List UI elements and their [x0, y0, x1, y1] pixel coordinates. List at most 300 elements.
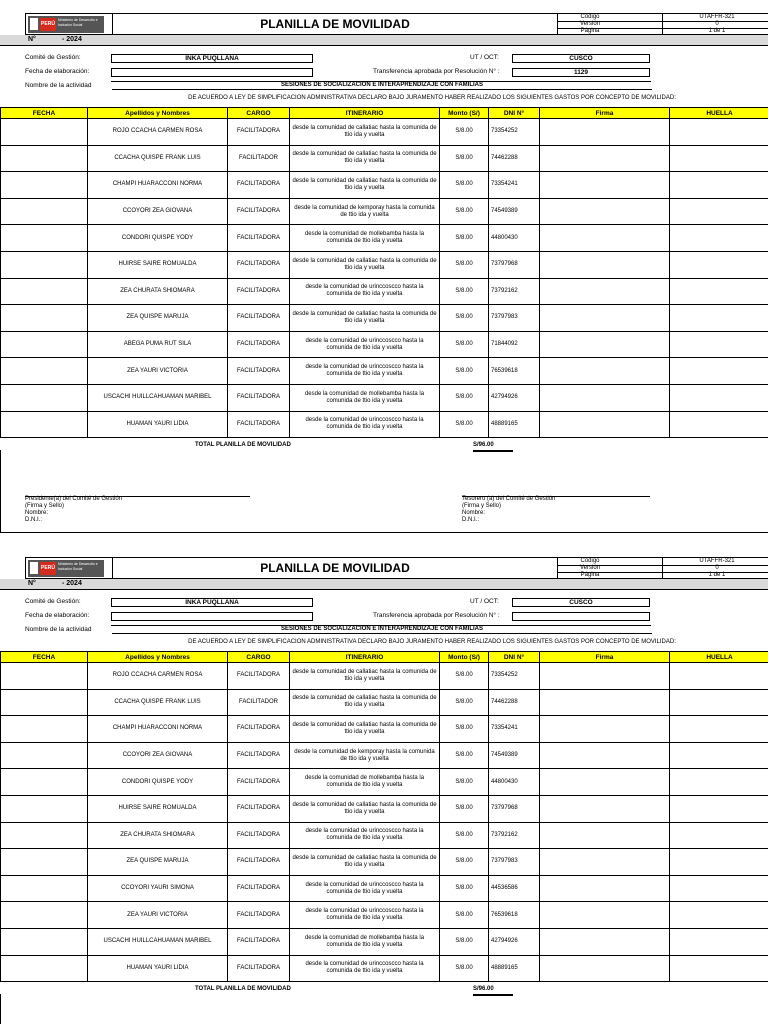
resolucion-field[interactable]	[512, 612, 650, 621]
col-firma: Firma	[540, 652, 670, 663]
nombre-cell: USCACHI HUILLCAHUAMAN MARIBEL	[88, 384, 228, 411]
col-fecha: FECHA	[1, 108, 88, 119]
fecha-cell	[1, 955, 88, 982]
tesorero-label: Tesorero (a) del Comité de Gestión	[462, 496, 556, 502]
nombre-cell: CHAMPI HUARACCONI NORMA	[88, 716, 228, 743]
dni-cell: 71844092	[489, 331, 540, 358]
sesiones-text: SESIONES DE SOCIALIZACION E INTERAPRENDIZAJE CON FAMILIAS	[112, 625, 652, 634]
page-title: PLANILLA DE MOVILIDAD	[260, 561, 410, 575]
huella-cell	[670, 305, 768, 332]
cargo-cell: FACILITADORA	[228, 198, 290, 225]
firma-cell	[540, 689, 670, 716]
midis-logo	[28, 16, 104, 33]
itinerario-cell: desde la comunidad de callatiac hasta la comunida de ttio ida y vuelta	[290, 251, 440, 278]
table-row	[1, 795, 768, 822]
nombre-cell: CCOYORI YAURI SIMONA	[88, 875, 228, 902]
dni-cell: 73792162	[489, 278, 540, 305]
table-row	[1, 822, 768, 849]
monto-cell: S/8.00	[440, 928, 489, 955]
cargo-cell: FACILITADORA	[228, 663, 290, 690]
itinerario-cell: desde la comunidad de urinccoscco hasta la comunida de ttio ida y vuelta	[290, 902, 440, 929]
nombre-cell: CHAMPI HUARACCONI NORMA	[88, 172, 228, 199]
firma-cell	[540, 119, 670, 146]
firma-cell	[540, 928, 670, 955]
version-value: 0	[662, 21, 768, 28]
table-row	[1, 955, 768, 982]
monto-cell: S/8.00	[440, 742, 489, 769]
presidente-dni: D.N.I.:	[25, 517, 43, 523]
number-label: N°	[28, 580, 36, 587]
cargo-cell: FACILITADORA	[228, 902, 290, 929]
firma-cell	[540, 278, 670, 305]
firma-cell	[540, 172, 670, 199]
dni-cell: 73354252	[489, 663, 540, 690]
huella-cell	[670, 769, 768, 796]
page-title: PLANILLA DE MOVILIDAD	[260, 17, 410, 31]
monto-cell: S/8.00	[440, 119, 489, 146]
nombre-cell: ZEA YAURI VICTORIA	[88, 902, 228, 929]
sheet-2	[25, 557, 768, 1024]
huella-cell	[670, 198, 768, 225]
huella-cell	[670, 902, 768, 929]
cargo-cell: FACILITADORA	[228, 849, 290, 876]
number-label: N°	[28, 36, 36, 43]
itinerario-cell: desde la comunidad de urinccoscco hasta la comunida de ttio ida y vuelta	[290, 331, 440, 358]
itinerario-cell: desde la comunidad de callatiac hasta la comunida de ttio ida y vuelta	[290, 145, 440, 172]
nombre-cell: CCACHA QUISPE FRANK LUIS	[88, 689, 228, 716]
monto-cell: S/8.00	[440, 225, 489, 252]
declaracion-text: DE ACUERDO A LEY DE SIMPLIFICACION ADMINISTRATIVA DECLARO BAJO JURAMENTO HABER REALIZADO LOS SIGUIENTES GASTOS POR CONCEPTO DE MOVILIDAD:	[188, 639, 676, 645]
coat-of-arms-icon	[30, 18, 38, 30]
itinerario-cell: desde la comunidad de mollebamba hasta la comunida de ttio ida y vuelta	[290, 384, 440, 411]
header	[25, 557, 768, 579]
table-row	[1, 305, 768, 332]
monto-cell: S/8.00	[440, 822, 489, 849]
table-row	[1, 689, 768, 716]
nombre-cell: ZEA CHURATA SHIOMARA	[88, 278, 228, 305]
monto-cell: S/8.00	[440, 384, 489, 411]
transfer-label: Transferencia aprobada por Resolución N° :	[373, 612, 500, 619]
dni-cell: 73797983	[489, 849, 540, 876]
monto-cell: S/8.00	[440, 902, 489, 929]
cargo-cell: FACILITADORA	[228, 225, 290, 252]
cargo-cell: FACILITADORA	[228, 331, 290, 358]
fecha-cell	[1, 928, 88, 955]
fecha-cell	[1, 251, 88, 278]
table-header	[1, 108, 768, 119]
itinerario-cell: desde la comunidad de callatiac hasta la comunida de ttio ida y vuelta	[290, 849, 440, 876]
table-row	[1, 119, 768, 146]
monto-cell: S/8.00	[440, 849, 489, 876]
cargo-cell: FACILITADORA	[228, 358, 290, 385]
itinerario-cell: desde la comunidad de urinccoscco hasta la comunida de ttio ida y vuelta	[290, 278, 440, 305]
itinerario-cell: desde la comunidad de urinccoscco hasta la comunida de ttio ida y vuelta	[290, 358, 440, 385]
nombre-cell: ABEGA PUMA RUT SILA	[88, 331, 228, 358]
col-fecha: FECHA	[1, 652, 88, 663]
monto-cell: S/8.00	[440, 331, 489, 358]
itinerario-cell: desde la comunidad de callatiac hasta la comunida de ttio ida y vuelta	[290, 663, 440, 690]
logo-ministry: Ministerio de Desarrollo e Inclusión Social	[58, 562, 98, 571]
itinerario-cell: desde la comunidad de urinccoscco hasta la comunida de ttio ida y vuelta	[290, 822, 440, 849]
fecha-cell	[1, 663, 88, 690]
huella-cell	[670, 384, 768, 411]
fecha-cell	[1, 875, 88, 902]
itinerario-cell: desde la comunidad de mollebamba hasta la comunida de ttio ida y vuelta	[290, 225, 440, 252]
pagina-label: Página	[580, 572, 600, 578]
total-label: TOTAL PLANILLA DE MOVILIDAD	[195, 986, 291, 992]
table-header	[1, 652, 768, 663]
nombre-cell: CCOYORI ZEA GIOVANA	[88, 198, 228, 225]
huella-cell	[670, 172, 768, 199]
col-dni: DNI N°	[489, 652, 540, 663]
dni-cell: 73797968	[489, 251, 540, 278]
cargo-cell: FACILITADORA	[228, 716, 290, 743]
dni-cell: 74462288	[489, 689, 540, 716]
cargo-cell: FACILITADORA	[228, 822, 290, 849]
movilidad-table-1	[0, 107, 768, 438]
fecha-cell	[1, 795, 88, 822]
cargo-cell: FACILITADOR	[228, 145, 290, 172]
dni-cell: 73354241	[489, 716, 540, 743]
table-row	[1, 849, 768, 876]
huella-cell	[670, 331, 768, 358]
year-label: - 2024	[62, 580, 82, 587]
table-row	[1, 251, 768, 278]
fecha-field[interactable]	[111, 68, 313, 77]
table-body	[1, 119, 768, 438]
tesorero-nombre: Nombre:	[462, 510, 486, 516]
col-dni: DNI N°	[489, 108, 540, 119]
col-cargo: CARGO	[228, 108, 290, 119]
huella-cell	[670, 663, 768, 690]
fecha-cell	[1, 742, 88, 769]
fecha-cell	[1, 305, 88, 332]
meta-pagina	[558, 572, 768, 579]
version-value: 0	[662, 565, 768, 572]
col-monto: Monto (S/)	[440, 652, 489, 663]
firma-cell	[540, 795, 670, 822]
midis-logo	[28, 560, 104, 577]
table-row	[1, 331, 768, 358]
itinerario-cell: desde la comunidad de urinccoscco hasta la comunida de ttio ida y vuelta	[290, 875, 440, 902]
monto-cell: S/8.00	[440, 663, 489, 690]
codigo-value: UTAFFR-321	[662, 558, 768, 565]
dni-cell: 73354252	[489, 119, 540, 146]
fecha-cell	[1, 198, 88, 225]
col-nombres: Apellidos y Nombres	[88, 108, 228, 119]
dni-cell: 76539618	[489, 902, 540, 929]
dni-cell: 48889165	[489, 411, 540, 438]
dni-cell: 44536586	[489, 875, 540, 902]
resolucion-field[interactable]: 1129	[512, 68, 650, 77]
total-value: S/96.00	[473, 441, 513, 452]
presidente-firma: (Firma y Sello)	[25, 503, 65, 509]
huella-cell	[670, 145, 768, 172]
table-row	[1, 928, 768, 955]
cargo-cell: FACILITADORA	[228, 742, 290, 769]
itinerario-cell: desde la comunidad de callatiac hasta la comunida de ttio ida y vuelta	[290, 172, 440, 199]
itinerario-cell: desde la comunidad de callatiac hasta la comunida de ttio ida y vuelta	[290, 119, 440, 146]
firma-cell	[540, 875, 670, 902]
huella-cell	[670, 795, 768, 822]
firma-cell	[540, 955, 670, 982]
fecha-cell	[1, 902, 88, 929]
cargo-cell: FACILITADORA	[228, 278, 290, 305]
ut-field[interactable]: CUSCO	[512, 54, 650, 63]
cargo-cell: FACILITADORA	[228, 875, 290, 902]
table-row	[1, 742, 768, 769]
table-row	[1, 198, 768, 225]
firma-cell	[540, 411, 670, 438]
monto-cell: S/8.00	[440, 278, 489, 305]
cargo-cell: FACILITADORA	[228, 928, 290, 955]
cargo-cell: FACILITADORA	[228, 384, 290, 411]
huella-cell	[670, 358, 768, 385]
presidente-nombre: Nombre:	[25, 510, 49, 516]
year-label: - 2024	[62, 36, 82, 43]
comite-field[interactable]: INKA PUQLLANA	[111, 598, 313, 607]
codigo-value: UTAFFR-321	[662, 14, 768, 21]
huella-cell	[670, 742, 768, 769]
nombre-cell: CCACHA QUISPE FRANK LUIS	[88, 145, 228, 172]
dni-cell: 44800430	[489, 225, 540, 252]
monto-cell: S/8.00	[440, 305, 489, 332]
transfer-label: Transferencia aprobada por Resolución N° :	[373, 68, 500, 75]
fecha-cell	[1, 145, 88, 172]
codigo-label: Código	[580, 558, 600, 564]
nombre-cell: CCOYORI ZEA GIOVANA	[88, 742, 228, 769]
header	[25, 13, 768, 35]
nombre-cell: ROJO CCACHA CARMEN ROSA	[88, 663, 228, 690]
itinerario-cell: desde la comunidad de kemporay hasta la comunida de ttio ida y vuelta	[290, 742, 440, 769]
firma-cell	[540, 769, 670, 796]
pagina-label: Página	[580, 28, 600, 34]
dni-cell: 73797968	[489, 795, 540, 822]
nombre-cell: HUAMAN YAURI LIDIA	[88, 411, 228, 438]
number-bar	[0, 579, 768, 590]
firma-cell	[540, 305, 670, 332]
table-row	[1, 716, 768, 743]
firma-cell	[540, 822, 670, 849]
monto-cell: S/8.00	[440, 172, 489, 199]
table-row	[1, 225, 768, 252]
dni-cell: 74549389	[489, 198, 540, 225]
firma-cell	[540, 716, 670, 743]
nombre-cell: HUIRSE SAIRE ROMUALDA	[88, 795, 228, 822]
comite-label: Comité de Gestión:	[25, 598, 81, 605]
firma-cell	[540, 663, 670, 690]
cargo-cell: FACILITADORA	[228, 172, 290, 199]
table-row	[1, 278, 768, 305]
fecha-cell	[1, 822, 88, 849]
cargo-cell: FACILITADORA	[228, 305, 290, 332]
huella-cell	[670, 928, 768, 955]
huella-cell	[670, 716, 768, 743]
fecha-cell	[1, 225, 88, 252]
table-row	[1, 769, 768, 796]
tesorero-dni: D.N.I.:	[462, 517, 480, 523]
dni-cell: 74462288	[489, 145, 540, 172]
fecha-cell	[1, 411, 88, 438]
logo-ministry: Ministerio de Desarrollo e Inclusión Social	[58, 18, 98, 27]
itinerario-cell: desde la comunidad de kemporay hasta la comunida de ttio ida y vuelta	[290, 198, 440, 225]
table-row	[1, 358, 768, 385]
huella-cell	[670, 251, 768, 278]
itinerario-cell: desde la comunidad de callatiac hasta la comunida de ttio ida y vuelta	[290, 689, 440, 716]
firma-cell	[540, 902, 670, 929]
huella-cell	[670, 875, 768, 902]
monto-cell: S/8.00	[440, 875, 489, 902]
monto-cell: S/8.00	[440, 251, 489, 278]
version-label: Versión	[579, 565, 600, 571]
itinerario-cell: desde la comunidad de urinccoscco hasta la comunida de ttio ida y vuelta	[290, 955, 440, 982]
presidente-label: Presidente(a) del Comité de Gestión	[25, 496, 123, 502]
fecha-cell	[1, 689, 88, 716]
nombre-cell: ROJO CCACHA CARMEN ROSA	[88, 119, 228, 146]
fecha-cell	[1, 358, 88, 385]
monto-cell: S/8.00	[440, 689, 489, 716]
nombre-cell: ZEA YAURI VICTORIA	[88, 358, 228, 385]
nombre-cell: CONDORI QUISPE YODY	[88, 225, 228, 252]
table-row	[1, 902, 768, 929]
table-row	[1, 384, 768, 411]
huella-cell	[670, 119, 768, 146]
presidente-block	[25, 496, 122, 524]
comite-field[interactable]: INKA PUQLLANA	[111, 54, 313, 63]
actividad-label: Nombre de la actividad	[25, 626, 92, 633]
dni-cell: 42794926	[489, 928, 540, 955]
monto-cell: S/8.00	[440, 769, 489, 796]
dni-cell: 42794926	[489, 384, 540, 411]
signature-area	[0, 994, 768, 1024]
dni-cell: 74549389	[489, 742, 540, 769]
logo-peru: PERÚ	[40, 18, 56, 31]
dni-cell: 48889165	[489, 955, 540, 982]
codigo-label: Código	[580, 14, 600, 20]
dni-cell: 73354241	[489, 172, 540, 199]
ut-label: UT / OCT:	[470, 54, 499, 61]
cargo-cell: FACILITADORA	[228, 769, 290, 796]
col-firma: Firma	[540, 108, 670, 119]
sesiones-text: SESIONES DE SOCIALIZACION E INTERAPRENDIZAJE CON FAMILIAS	[112, 81, 652, 90]
cargo-cell: FACILITADORA	[228, 411, 290, 438]
fecha-label: Fecha de elaboración:	[25, 68, 90, 75]
cargo-cell: FACILITADOR	[228, 689, 290, 716]
nombre-cell: HUIRSE SAIRE ROMUALDA	[88, 251, 228, 278]
table-body	[1, 663, 768, 982]
total-label: TOTAL PLANILLA DE MOVILIDAD	[195, 442, 291, 448]
version-label: Versión	[579, 21, 600, 27]
ut-label: UT / OCT:	[470, 598, 499, 605]
col-cargo: CARGO	[228, 652, 290, 663]
fecha-field[interactable]	[111, 612, 313, 621]
table-row	[1, 411, 768, 438]
firma-cell	[540, 198, 670, 225]
itinerario-cell: desde la comunidad de callatiac hasta la comunida de ttio ida y vuelta	[290, 716, 440, 743]
fecha-cell	[1, 278, 88, 305]
monto-cell: S/8.00	[440, 955, 489, 982]
dni-cell: 73797983	[489, 305, 540, 332]
cargo-cell: FACILITADORA	[228, 119, 290, 146]
dni-cell: 44800430	[489, 769, 540, 796]
nombre-cell: ZEA QUISPE MARUJA	[88, 305, 228, 332]
total-value: S/96.00	[473, 985, 513, 996]
monto-cell: S/8.00	[440, 795, 489, 822]
firma-cell	[540, 145, 670, 172]
coat-of-arms-icon	[30, 562, 38, 574]
firma-cell	[540, 384, 670, 411]
table-row	[1, 663, 768, 690]
monto-cell: S/8.00	[440, 411, 489, 438]
logo-peru: PERÚ	[40, 562, 56, 575]
comite-label: Comité de Gestión:	[25, 54, 81, 61]
cargo-cell: FACILITADORA	[228, 955, 290, 982]
fecha-cell	[1, 716, 88, 743]
fecha-label: Fecha de elaboración:	[25, 612, 90, 619]
tesorero-firma: (Firma y Sello)	[462, 503, 502, 509]
dni-cell: 73792162	[489, 822, 540, 849]
nombre-cell: HUAMAN YAURI LIDIA	[88, 955, 228, 982]
monto-cell: S/8.00	[440, 145, 489, 172]
fecha-cell	[1, 849, 88, 876]
fecha-cell	[1, 331, 88, 358]
col-itinerario: ITINERARIO	[290, 652, 440, 663]
itinerario-cell: desde la comunidad de mollebamba hasta la comunida de ttio ida y vuelta	[290, 769, 440, 796]
declaracion-text: DE ACUERDO A LEY DE SIMPLIFICACION ADMINISTRATIVA DECLARO BAJO JURAMENTO HABER REALIZADO LOS SIGUIENTES GASTOS POR CONCEPTO DE MOVILIDAD:	[188, 95, 676, 101]
dni-cell: 76539618	[489, 358, 540, 385]
huella-cell	[670, 849, 768, 876]
col-huella: HUELLA	[670, 652, 768, 663]
table-row	[1, 145, 768, 172]
pagina-value: 1 de 1	[662, 572, 768, 579]
firma-cell	[540, 742, 670, 769]
huella-cell	[670, 225, 768, 252]
firma-cell	[540, 358, 670, 385]
monto-cell: S/8.00	[440, 716, 489, 743]
col-itinerario: ITINERARIO	[290, 108, 440, 119]
doc-meta	[557, 14, 768, 35]
nombre-cell: CONDORI QUISPE YODY	[88, 769, 228, 796]
doc-meta	[557, 558, 768, 579]
number-bar	[0, 35, 768, 46]
itinerario-cell: desde la comunidad de callatiac hasta la comunida de ttio ida y vuelta	[290, 305, 440, 332]
meta-pagina	[558, 28, 768, 35]
nombre-cell: ZEA QUISPE MARUJA	[88, 849, 228, 876]
pagina-value: 1 de 1	[662, 28, 768, 35]
table-row	[1, 875, 768, 902]
huella-cell	[670, 955, 768, 982]
fecha-cell	[1, 769, 88, 796]
sheet-1	[25, 13, 768, 533]
fecha-cell	[1, 172, 88, 199]
cargo-cell: FACILITADORA	[228, 251, 290, 278]
ut-field[interactable]: CUSCO	[512, 598, 650, 607]
col-monto: Monto (S/)	[440, 108, 489, 119]
nombre-cell: USCACHI HUILLCAHUAMAN MARIBEL	[88, 928, 228, 955]
itinerario-cell: desde la comunidad de urinccoscco hasta la comunida de ttio ida y vuelta	[290, 411, 440, 438]
firma-cell	[540, 331, 670, 358]
itinerario-cell: desde la comunidad de callatiac hasta la comunida de ttio ida y vuelta	[290, 795, 440, 822]
monto-cell: S/8.00	[440, 198, 489, 225]
tesorero-block	[462, 496, 555, 524]
firma-cell	[540, 251, 670, 278]
actividad-label: Nombre de la actividad	[25, 82, 92, 89]
col-nombres: Apellidos y Nombres	[88, 652, 228, 663]
nombre-cell: ZEA CHURATA SHIOMARA	[88, 822, 228, 849]
fecha-cell	[1, 384, 88, 411]
huella-cell	[670, 822, 768, 849]
huella-cell	[670, 278, 768, 305]
